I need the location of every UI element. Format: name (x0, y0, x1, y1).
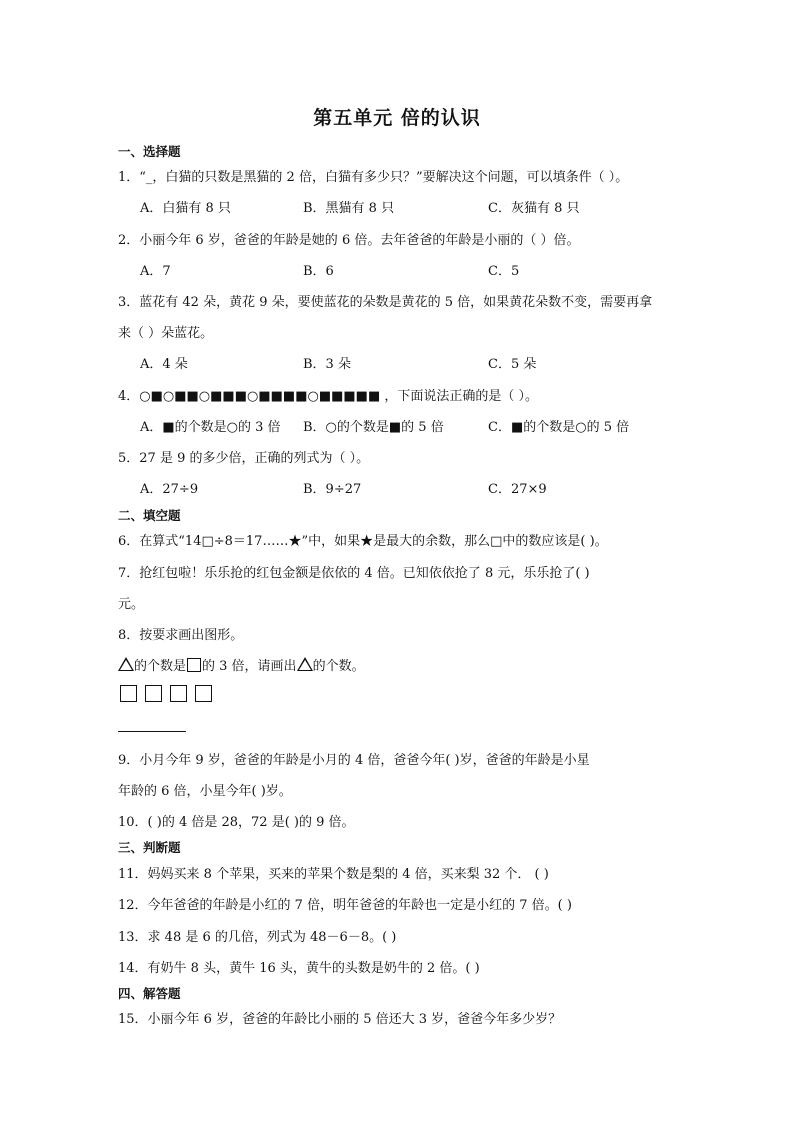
question-6: 6．在算式“14□÷8＝17……★”中，如果★是最大的余数，那么□中的数应该是( )。 (118, 534, 608, 549)
triangle-icon (118, 657, 134, 671)
question-5: 5．27 是 9 的多少倍，正确的列式为（ ）。 (118, 451, 370, 466)
section-heading-solve: 四、解答题 (118, 986, 181, 1001)
q8-text-a: 的个数是 (134, 659, 187, 674)
question-9-line-1: 9．小月今年 9 岁，爸爸的年龄是小月的 4 倍，爸爸今年( )岁，爸爸的年龄是小星 (118, 753, 590, 768)
question-4: 4．○■○■■○■■■○■■■■○■■■■■ ，下面说法正确的是（ ）。 (118, 389, 538, 404)
square-shape (145, 685, 162, 702)
page-title: 第五单元 倍的认识 (313, 107, 481, 129)
square-row (120, 685, 212, 702)
section-heading-fill: 二、填空题 (118, 508, 181, 523)
question-8-instruction (118, 655, 365, 674)
q3-option-b: B．3 朵 (303, 357, 351, 372)
q5-option-a: A．27÷9 (140, 482, 199, 497)
q2-option-a: A．7 (140, 264, 171, 279)
question-3-line-1: 3．蓝花有 42 朵，黄花 9 朵，要使蓝花的朵数是黄花的 5 倍，如果黄花朵数不变，需要再拿 (118, 295, 653, 310)
question-7-line-2: 元。 (118, 597, 145, 612)
question-1: 1．“_，白猫的只数是黑猫的 2 倍，白猫有多少只？”要解决这个问题，可以填条件（ ）。 (118, 170, 629, 185)
square-shape (120, 685, 137, 702)
q3-option-c: C．5 朵 (488, 357, 537, 372)
question-2: 2．小丽今年 6 岁，爸爸的年龄是她的 6 倍。去年爸爸的年龄是小丽的（ ）倍。 (118, 233, 580, 248)
q3-option-a: A．4 朵 (140, 357, 188, 372)
question-8: 8．按要求画出图形。 (118, 628, 244, 643)
square-shape (195, 685, 212, 702)
q8-text-b: 的 3 倍，请画出 (202, 659, 297, 674)
q4-option-c: C．■的个数是○的 5 倍 (488, 420, 630, 435)
question-12: 12．今年爸爸的年龄是小红的 7 倍，明年爸爸的年龄也一定是小红的 7 倍。( ) (118, 898, 572, 913)
section-heading-judge: 三、判断题 (118, 840, 181, 855)
q4-option-a: A．■的个数是○的 3 倍 (140, 420, 281, 435)
q2-option-c: C．5 (488, 264, 520, 279)
q4-option-b: B．○的个数是■的 5 倍 (303, 420, 444, 435)
square-shape (170, 685, 187, 702)
drawing-answer-line (118, 731, 186, 732)
section-heading-choice: 一、选择题 (118, 144, 181, 159)
triangle-icon (297, 657, 313, 671)
question-15: 15．小丽今年 6 岁，爸爸的年龄比小丽的 5 倍还大 3 岁，爸爸今年多少岁？ (118, 1012, 562, 1027)
question-10: 10．( )的 4 倍是 28，72 是( )的 9 倍。 (118, 815, 355, 830)
q1-option-c: C．灰猫有 8 只 (488, 201, 580, 216)
q5-option-c: C．27×9 (488, 482, 547, 497)
q1-option-a: A．白猫有 8 只 (140, 201, 231, 216)
square-icon (187, 658, 201, 672)
question-7-line-1: 7．抢红包啦！乐乐抢的红包金额是依依的 4 倍。已知依依抢了 8 元，乐乐抢了( ) (118, 566, 590, 581)
question-13: 13．求 48 是 6 的几倍，列式为 48－6－8。( ) (118, 930, 397, 945)
question-3-line-2: 来（ ）朵蓝花。 (118, 326, 214, 341)
question-9-line-2: 年龄的 6 倍，小星今年( )岁。 (118, 784, 292, 799)
q8-text-c: 的个数。 (312, 659, 365, 674)
q1-option-b: B．黑猫有 8 只 (303, 201, 395, 216)
question-14: 14．有奶牛 8 头，黄牛 16 头，黄牛的头数是奶牛的 2 倍。( ) (118, 961, 480, 976)
question-11: 11．妈妈买来 8 个苹果，买来的苹果个数是梨的 4 倍，买来梨 32 个． ( ) (118, 867, 549, 882)
q2-option-b: B．6 (303, 264, 334, 279)
q5-option-b: B．9÷27 (303, 482, 362, 497)
